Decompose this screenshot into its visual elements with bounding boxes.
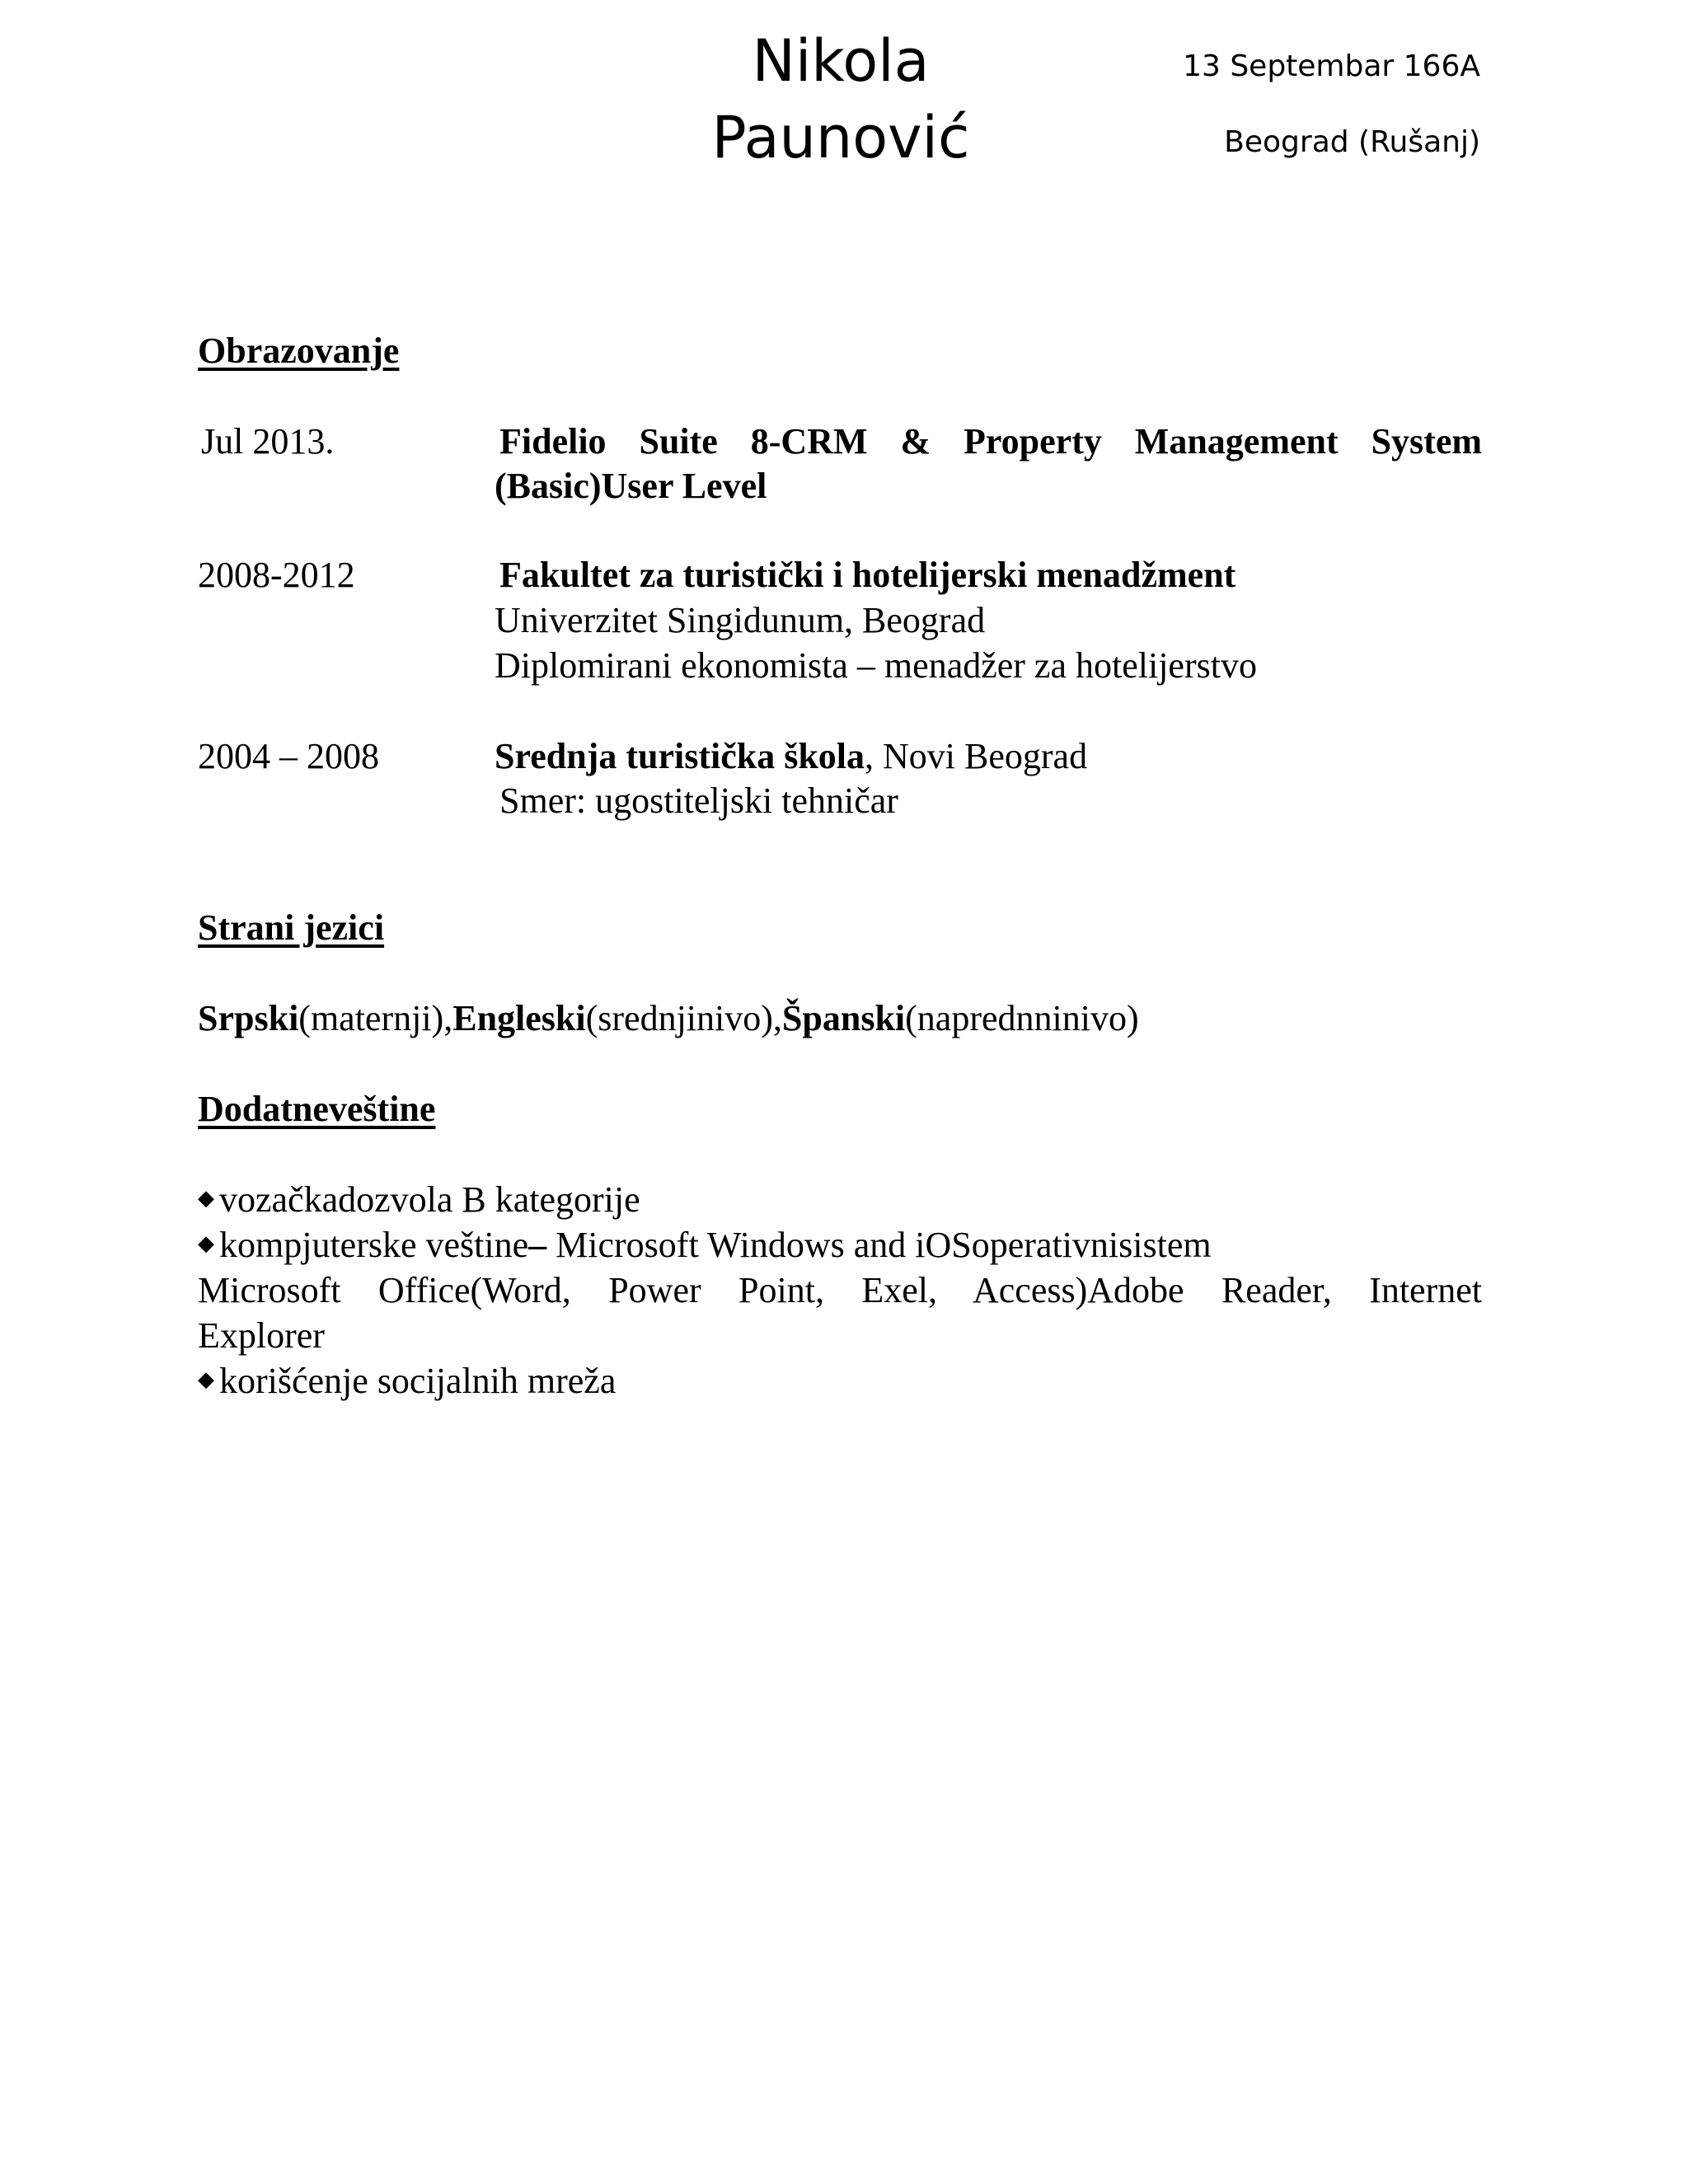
education-heading: Obrazovanje bbox=[198, 330, 400, 371]
language-level: (maternji), bbox=[298, 998, 453, 1038]
applicant-name bbox=[643, 23, 1039, 176]
education-institution-2: Univerzitet Singidunum, Beograd bbox=[495, 600, 986, 640]
skill-item-1-text: vozačkadozvola B kategorije bbox=[219, 1179, 640, 1220]
languages-heading: Strani jezici bbox=[198, 907, 385, 948]
education-title-2: Fakultet za turistički i hotelijerski menadžment bbox=[499, 555, 1236, 595]
diamond-bullet-icon: ◆ bbox=[198, 1231, 214, 1255]
address-city: Beograd (Rušanj) bbox=[1224, 125, 1480, 159]
language-level: (srednjinivo), bbox=[585, 998, 782, 1038]
education-date-1: Jul 2013. bbox=[201, 421, 335, 462]
skill-item-2 bbox=[198, 1222, 1212, 1272]
skill-item-3 bbox=[198, 1358, 616, 1408]
skills-heading: Dodatneveštine bbox=[198, 1089, 436, 1129]
last-name: Paunović bbox=[711, 104, 970, 171]
skill-item-2-line3: Explorer bbox=[198, 1315, 325, 1356]
first-name: Nikola bbox=[752, 27, 930, 95]
education-date-2: 2008-2012 bbox=[198, 555, 355, 595]
skill-item-1 bbox=[198, 1177, 640, 1227]
language-name: Engleski bbox=[452, 998, 586, 1038]
education-title-3 bbox=[495, 733, 1087, 779]
education-date-3: 2004 – 2008 bbox=[198, 736, 379, 776]
language-name: Srpski bbox=[198, 998, 299, 1038]
education-degree-2: Diplomirani ekonomista – menadžer za hotelijerstvo bbox=[495, 645, 1257, 686]
language-name: Španski bbox=[781, 998, 906, 1038]
education-title-3-location: , Novi Beograd bbox=[865, 736, 1088, 776]
skill-item-2-rest: Microsoft Windows and iOSoperativnisistem bbox=[546, 1225, 1212, 1265]
diamond-bullet-icon: ◆ bbox=[198, 1367, 214, 1391]
education-title-3-name: Srednja turistička škola bbox=[495, 736, 865, 776]
skill-item-2-dash: – bbox=[528, 1225, 547, 1265]
address-street: 13 Septembar 166A bbox=[1183, 49, 1480, 83]
language-level: (naprednninivo) bbox=[905, 998, 1139, 1038]
education-track-3: Smer: ugostiteljski tehničar bbox=[499, 780, 898, 821]
skill-item-2-prefix: kompjuterske veštine bbox=[219, 1225, 529, 1265]
education-title-1: Fidelio Suite 8-CRM & Property Management System bbox=[499, 421, 1482, 462]
skill-item-2-line2: Microsoft Office(Word, Power Point, Exel, Access)Adobe Reader, Internet bbox=[198, 1270, 1482, 1310]
education-title-1-cont: (Basic)User Level bbox=[495, 466, 767, 506]
languages-list bbox=[198, 996, 1139, 1041]
diamond-bullet-icon: ◆ bbox=[198, 1186, 214, 1210]
skill-item-3-text: korišćenje socijalnih mreža bbox=[219, 1361, 617, 1401]
